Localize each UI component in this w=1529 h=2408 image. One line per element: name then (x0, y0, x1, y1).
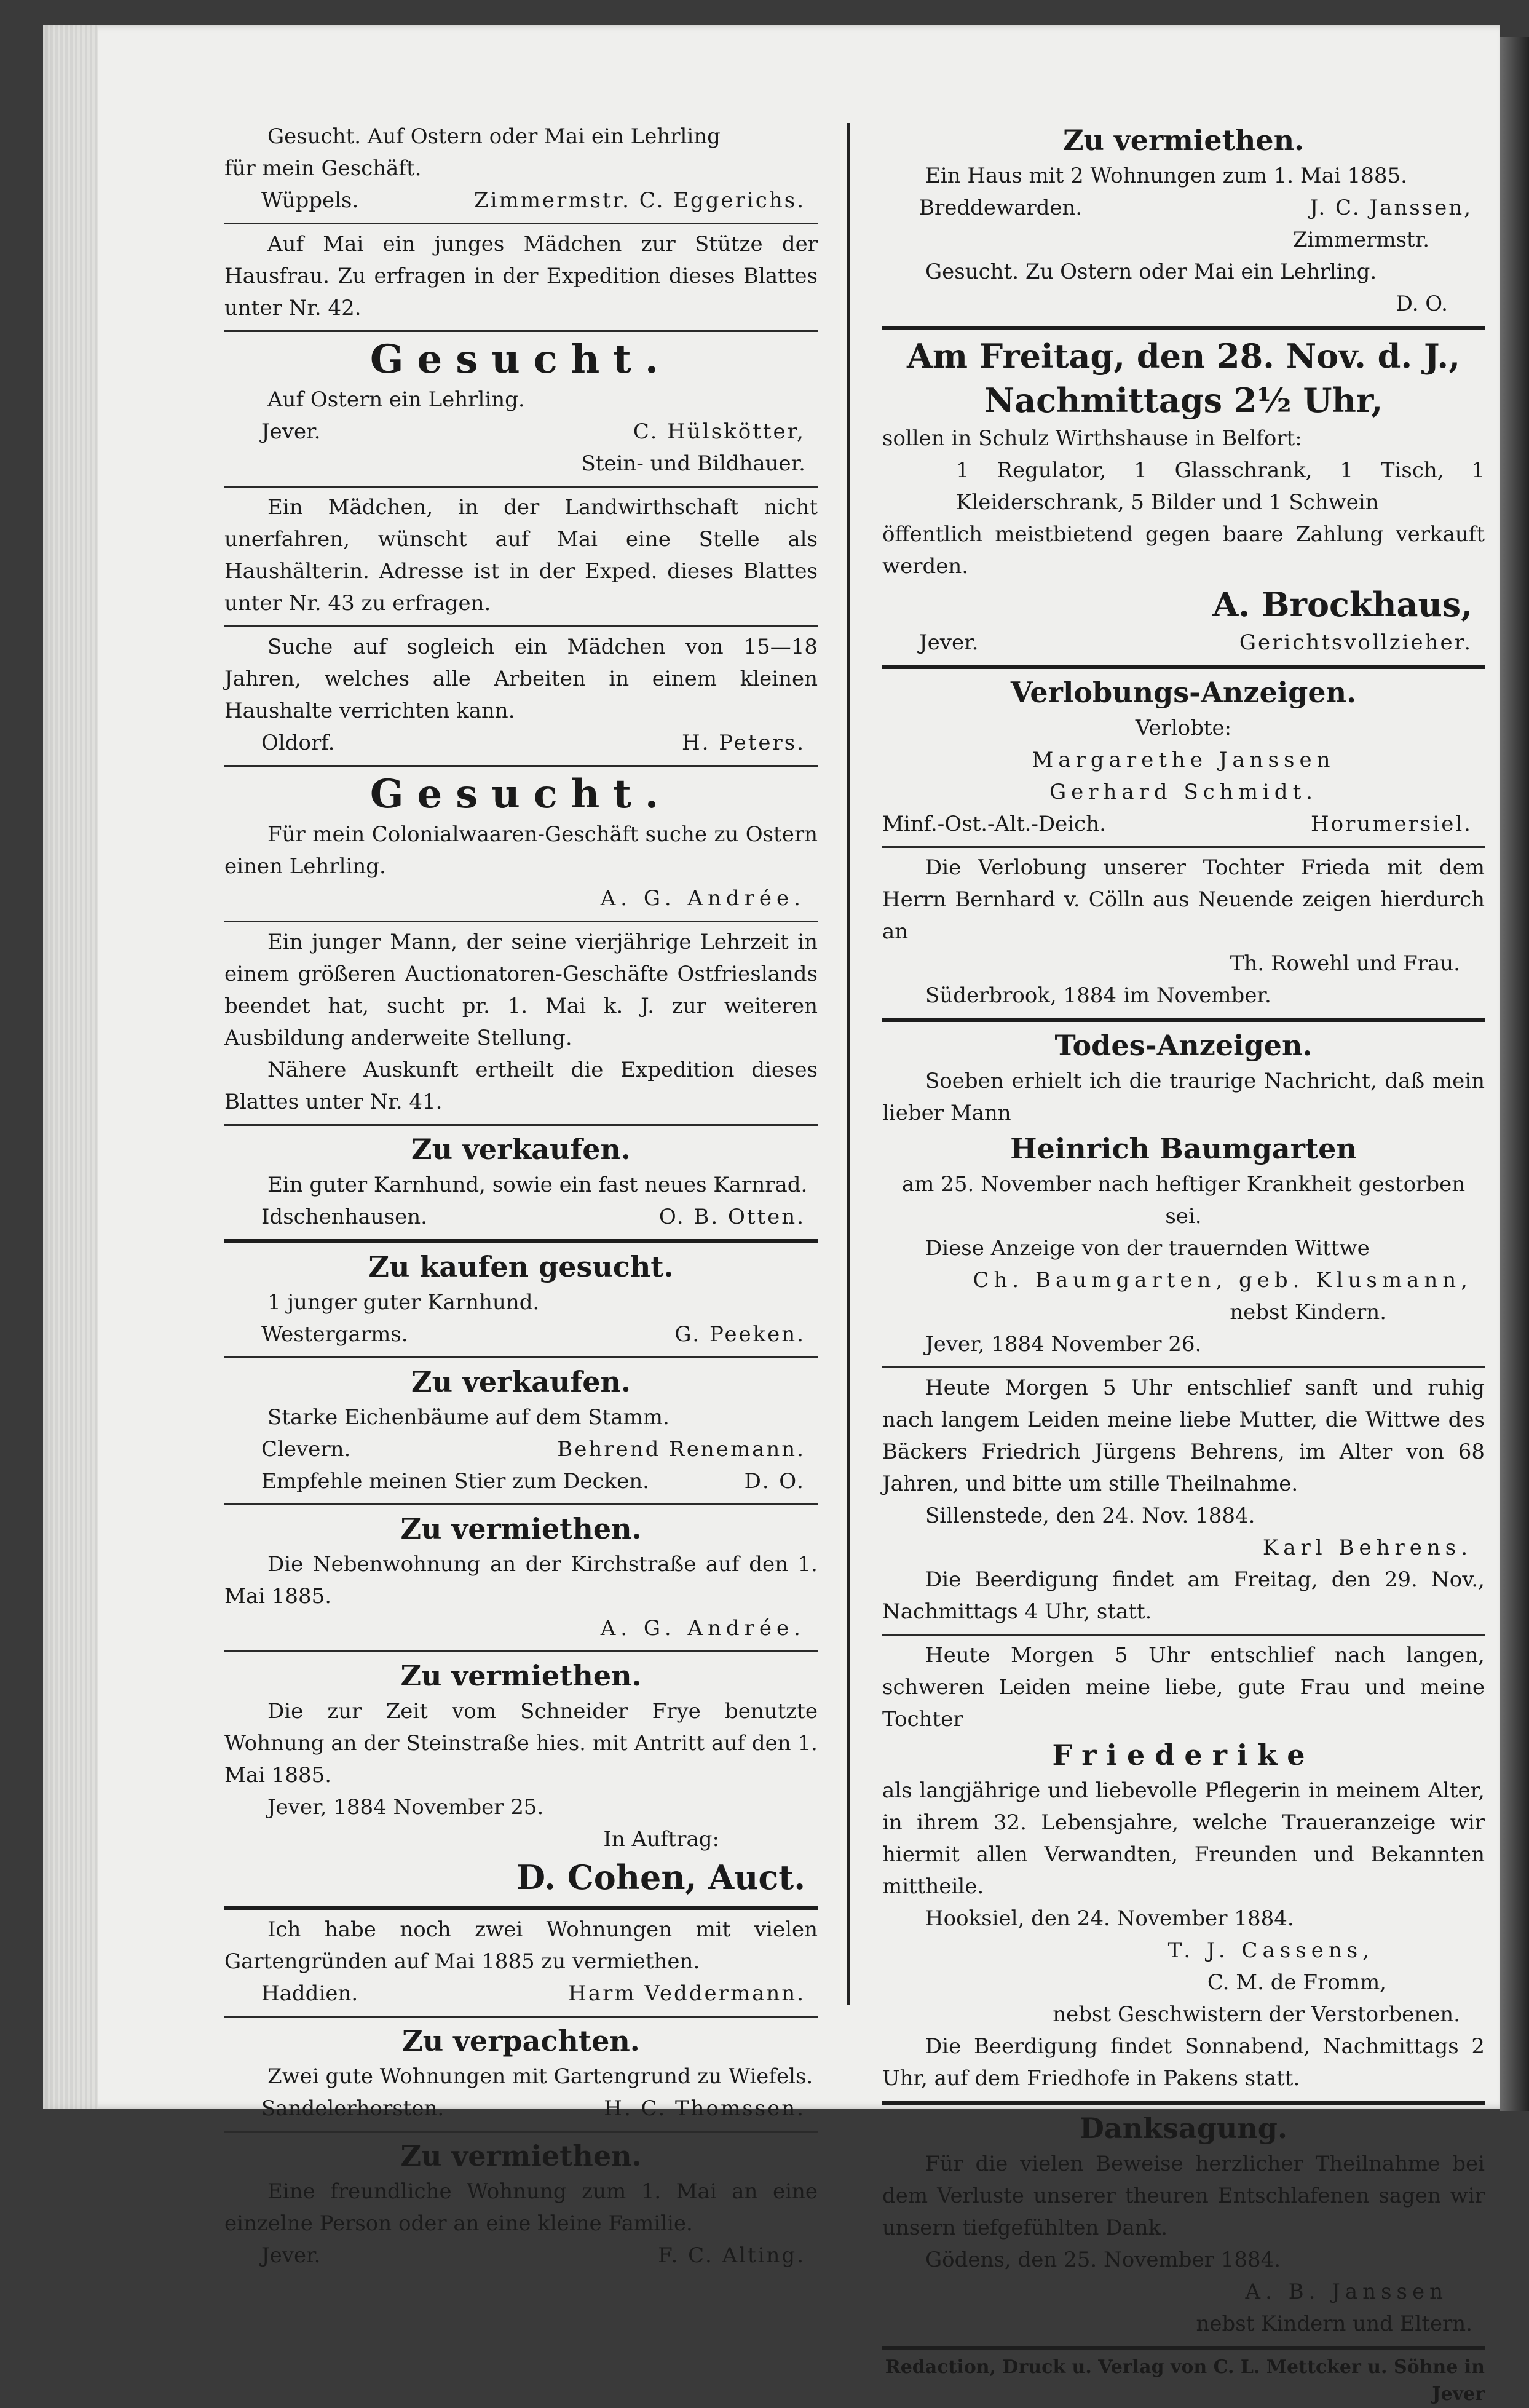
column-divider (847, 123, 850, 2005)
ad-signature-title: Zimmermstr. (1292, 228, 1429, 252)
ad-heading: Zu kaufen gesucht. (368, 1250, 674, 1283)
ad-signature: Karl Behrens. (1262, 1535, 1472, 1560)
ad-subheading: Nachmittags 2½ Uhr, (984, 381, 1383, 420)
ad-text: Die Nebenwohnung an der Kirchstraße auf den 1. Mai 1885. (224, 1552, 818, 1609)
left-column (224, 117, 818, 2278)
ad-date: Sillenstede, den 24. Nov. 1884. (925, 1503, 1255, 1528)
ad-date: Jever, 1884 November 26. (925, 1332, 1202, 1356)
ad-signature: D. O. (1396, 291, 1448, 316)
ad-text: 1 junger guter Karnhund. (267, 1290, 540, 1315)
ad-heading: Zu vermiethen. (1062, 124, 1305, 157)
ad-danksagung-janssen (882, 2105, 1485, 2350)
ad-text: Ein Haus mit 2 Wohnungen zum 1. Mai 1885. (925, 164, 1407, 188)
ad-text: öffentlich meistbietend gegen baare Zahlung verkauft werden. (882, 522, 1485, 579)
ad-text: Ich habe noch zwei Wohnungen mit vielen Gartengründen auf Mai 1885 zu vermiethen. (224, 1917, 818, 1974)
ad-vermiethen-kirchstrasse (224, 1505, 818, 1652)
ad-name: Heinrich Baumgarten (1010, 1132, 1357, 1165)
ad-text: Heute Morgen 5 Uhr entschlief nach langen, schweren Leiden meine liebe, gute Frau und meine Tochter (882, 1643, 1485, 1732)
ad-verlobung-janssen-schmidt (882, 669, 1485, 848)
ad-signature: J. C. Janssen, (1310, 196, 1472, 220)
ad-vermiethen-janssen (882, 117, 1485, 330)
ad-text: Die Beerdigung findet am Freitag, den 29. Nov., Nachmittags 4 Uhr, statt. (882, 1567, 1485, 1624)
ad-place: Oldorf. (261, 731, 335, 755)
ad-place: Jever. (261, 2243, 321, 2268)
ad-place: Westergarms. (261, 1322, 408, 1347)
ad-name: Friederike (1052, 1738, 1315, 1772)
ad-place: Haddien. (261, 1981, 358, 2006)
ad-signature: F. C. Alting. (658, 2243, 805, 2268)
ad-date: Süderbrook, 1884 im November. (925, 983, 1271, 1008)
ad-signature: A. G. Andrée. (600, 1616, 805, 1641)
ad-heading: Zu verkaufen. (411, 1133, 631, 1166)
ad-heading: Gesucht. (369, 771, 673, 817)
ad-text: Die Verlobung unserer Tochter Frieda mit dem Herrn Bernhard v. Cölln aus Neuende zeigen hierdurch an (882, 855, 1485, 944)
section-heading: Todes-Anzeigen. (1054, 1029, 1313, 1062)
ad-text: Für die vielen Beweise herzlicher Theilnahme bei dem Verluste unserer theuren Entschlafenen sagen wir unsern tiefgefühlten Dank. (882, 2152, 1485, 2240)
ad-text: Starke Eichenbäume auf dem Stamm. (267, 1405, 670, 1430)
ad-signature: nebst Kindern. (1230, 1300, 1386, 1325)
ad-signature-title: Gerichtsvollzieher. (1239, 630, 1472, 655)
ad-signature: C. Hülskötter, (633, 419, 805, 444)
ad-place: Jever. (919, 630, 979, 655)
imprint: Redaction, Druck u. Verlag von C. L. Mettcker u. Söhne in Jever (885, 2356, 1485, 2405)
ad-gesucht-lehrling-eggerichs (224, 117, 818, 224)
ad-todesanzeige-behrens (882, 1368, 1485, 1636)
ad-date: Gödens, den 25. November 1884. (925, 2248, 1281, 2272)
ad-auktion-brockhaus (882, 330, 1485, 669)
ad-text: für mein Geschäft. (224, 156, 422, 181)
ad-text: Die zur Zeit vom Schneider Frye benutzte Wohnung an der Steinstraße hies. mit Antritt auf den 1. Mai 1885. (224, 1699, 818, 1788)
ad-text: Suche auf sogleich ein Mädchen von 15—18 Jahren, welches alle Arbeiten in einem kleinen Haushalte verrichten kann. (224, 635, 818, 723)
ad-text: Diese Anzeige von der trauernden Wittwe (925, 1236, 1370, 1261)
ad-maedchen-stuetze (224, 224, 818, 332)
ad-text: Zwei gute Wohnungen mit Gartengrund zu Wiefels. (267, 2064, 813, 2089)
ad-text: 1 Regulator, 1 Glasschrank, 1 Tisch, 1 Kleiderschrank, 5 Bilder und 1 Schwein (956, 458, 1485, 515)
ad-signature-title: Stein- und Bildhauer. (581, 451, 805, 476)
section-heading: Verlobungs-Anzeigen. (1010, 676, 1357, 709)
ad-gesucht-huelskoetter (224, 332, 818, 488)
ad-heading: Zu vermiethen. (400, 1659, 642, 1692)
ad-vermiethen-steinstrasse (224, 1652, 818, 1910)
ad-signature: A. Brockhaus, (1212, 585, 1472, 624)
ad-haushaelterin (224, 488, 818, 627)
ad-todesanzeige-baumgarten (882, 1022, 1485, 1368)
ad-text: Auf Mai ein junges Mädchen zur Stütze der Hausfrau. Zu erfragen in der Expedition dieses Blattes unter Nr. 42. (224, 232, 818, 320)
ad-signature: nebst Geschwistern der Verstorbenen. (1053, 2002, 1460, 2027)
ad-gesucht-andree (224, 767, 818, 922)
ad-text: Auf Ostern ein Lehrling. (267, 387, 525, 412)
ad-text: als langjährige und liebevolle Pflegerin in meinem Alter, in ihrem 32. Lebensjahre, welche Traueranzeige wir hiermit allen Verwandten, Freunden und Bekannten mittheile. (882, 1778, 1485, 1899)
ad-kaufen-peeken (224, 1243, 818, 1358)
ad-text: sollen in Schulz Wirthshause in Belfort: (882, 426, 1302, 451)
ad-signature: A. G. Andrée. (600, 886, 805, 911)
ad-junger-mann (224, 922, 818, 1126)
ad-place: Idschenhausen. (261, 1205, 427, 1229)
ad-text: Ein junger Mann, der seine vierjährige Lehrzeit in einem größeren Auctionatoren-Geschäfte Ostfrieslands beendet hat, sucht pr. 1. Mai k. J. zur weiteren Ausbildung anderweite Stellung. (224, 930, 818, 1050)
ad-signature: Th. Rowehl und Frau. (1230, 951, 1460, 976)
ad-signature: Behrend Renemann. (557, 1437, 805, 1462)
ad-verpachten-thomssen (224, 2018, 818, 2133)
ad-text: Eine freundliche Wohnung zum 1. Mai an eine einzelne Person oder an eine kleine Familie. (224, 2179, 818, 2236)
ad-todesanzeige-friederike (882, 1636, 1485, 2105)
ad-text: am 25. November nach heftiger Krankheit gestorben sei. (901, 1172, 1466, 1229)
ad-vermiethen-alting (224, 2133, 818, 2278)
ad-heading: Zu vermiethen. (400, 1512, 642, 1545)
ad-name: Margarethe Janssen (1032, 748, 1335, 772)
ad-heading: Zu verpachten. (402, 2024, 640, 2057)
ad-name: Gerhard Schmidt. (1049, 780, 1318, 804)
ad-date: Hooksiel, den 24. November 1884. (925, 1906, 1294, 1931)
ad-text: Empfehle meinen Stier zum Decken. (261, 1469, 649, 1494)
ad-text: Nähere Auskunft ertheilt die Expedition dieses Blattes unter Nr. 41. (224, 1058, 818, 1114)
ad-verkaufen-otten (224, 1126, 818, 1243)
page-stack-edge (43, 25, 98, 2109)
ad-text: Für mein Colonialwaaren-Geschäft suche zu Ostern einen Lehrling. (224, 822, 818, 879)
ad-signature: G. Peeken. (674, 1322, 805, 1347)
ad-place: Horumersiel. (1310, 812, 1472, 836)
ad-signature: Harm Veddermann. (568, 1981, 805, 2006)
ad-place: Breddewarden. (919, 196, 1083, 220)
ad-place: Minf.-Ost.-Alt.-Deich. (882, 812, 1106, 836)
ad-signature: Zimmermstr. C. Eggerichs. (473, 188, 805, 213)
ad-place: Clevern. (261, 1437, 351, 1462)
ad-signature: T. J. Cassens, (1167, 1938, 1374, 1963)
ad-peters (224, 627, 818, 767)
ad-place: Sandelerhorsten. (261, 2096, 444, 2121)
ad-text: Gesucht. Auf Ostern oder Mai ein Lehrling (267, 124, 721, 149)
ad-signature: H. C. Thomssen. (604, 2096, 805, 2121)
ad-heading: Am Freitag, den 28. Nov. d. J., (907, 336, 1460, 376)
ad-date: Jever, 1884 November 25. (267, 1795, 544, 1820)
ad-heading: Gesucht. (369, 336, 673, 382)
ad-text: Gesucht. Zu Ostern oder Mai ein Lehrling. (925, 259, 1377, 284)
ad-place: Jever. (261, 419, 321, 444)
ad-auftrag: In Auftrag: (603, 1827, 719, 1852)
ad-text: Die Beerdigung findet Sonnabend, Nachmittags 2 Uhr, auf dem Friedhofe in Pakens statt. (882, 2034, 1485, 2091)
ad-signature: D. Cohen, Auct. (516, 1858, 805, 1897)
ad-subheading: Verlobte: (1135, 716, 1232, 740)
ad-signature: D. O. (744, 1469, 805, 1494)
ad-veddermann (224, 1910, 818, 2018)
ad-text: Ein guter Karnhund, sowie ein fast neues Karnrad. (267, 1173, 808, 1197)
ad-signature: nebst Kindern und Eltern. (1196, 2311, 1472, 2336)
binding-shadow (1500, 37, 1529, 2111)
ad-signature: H. Peters. (681, 731, 805, 755)
ad-place: Wüppels. (261, 188, 359, 213)
ad-text: Soeben erhielt ich die traurige Nachricht, daß mein lieber Mann (882, 1069, 1485, 1125)
right-column (882, 117, 1485, 2408)
ad-signature: C. M. de Fromm, (1207, 1970, 1386, 1995)
ad-signature: Ch. Baumgarten, geb. Klusmann, (973, 1268, 1472, 1293)
ad-signature: A. B. Janssen (1245, 2279, 1448, 2304)
ad-verkaufen-renemann (224, 1358, 818, 1505)
ad-verlobung-rowehl (882, 848, 1485, 1022)
ad-heading: Zu verkaufen. (411, 1365, 631, 1398)
section-heading: Danksagung. (1080, 2112, 1287, 2145)
ad-text: Heute Morgen 5 Uhr entschlief sanft und ruhig nach langem Leiden meine liebe Mutter, die Wittwe des Bäckers Friedrich Jürgens Behrens, im Alter von 68 Jahren, und bitte um stille Theilnahme. (882, 1376, 1485, 1496)
ad-heading: Zu vermiethen. (400, 2139, 642, 2172)
ad-text: Ein Mädchen, in der Landwirthschaft nicht unerfahren, wünscht auf Mai eine Stelle als Haushälterin. Adresse ist in der Exped. dieses Blattes unter Nr. 43 zu erfragen. (224, 495, 818, 616)
ad-signature: O. B. Otten. (658, 1205, 805, 1229)
